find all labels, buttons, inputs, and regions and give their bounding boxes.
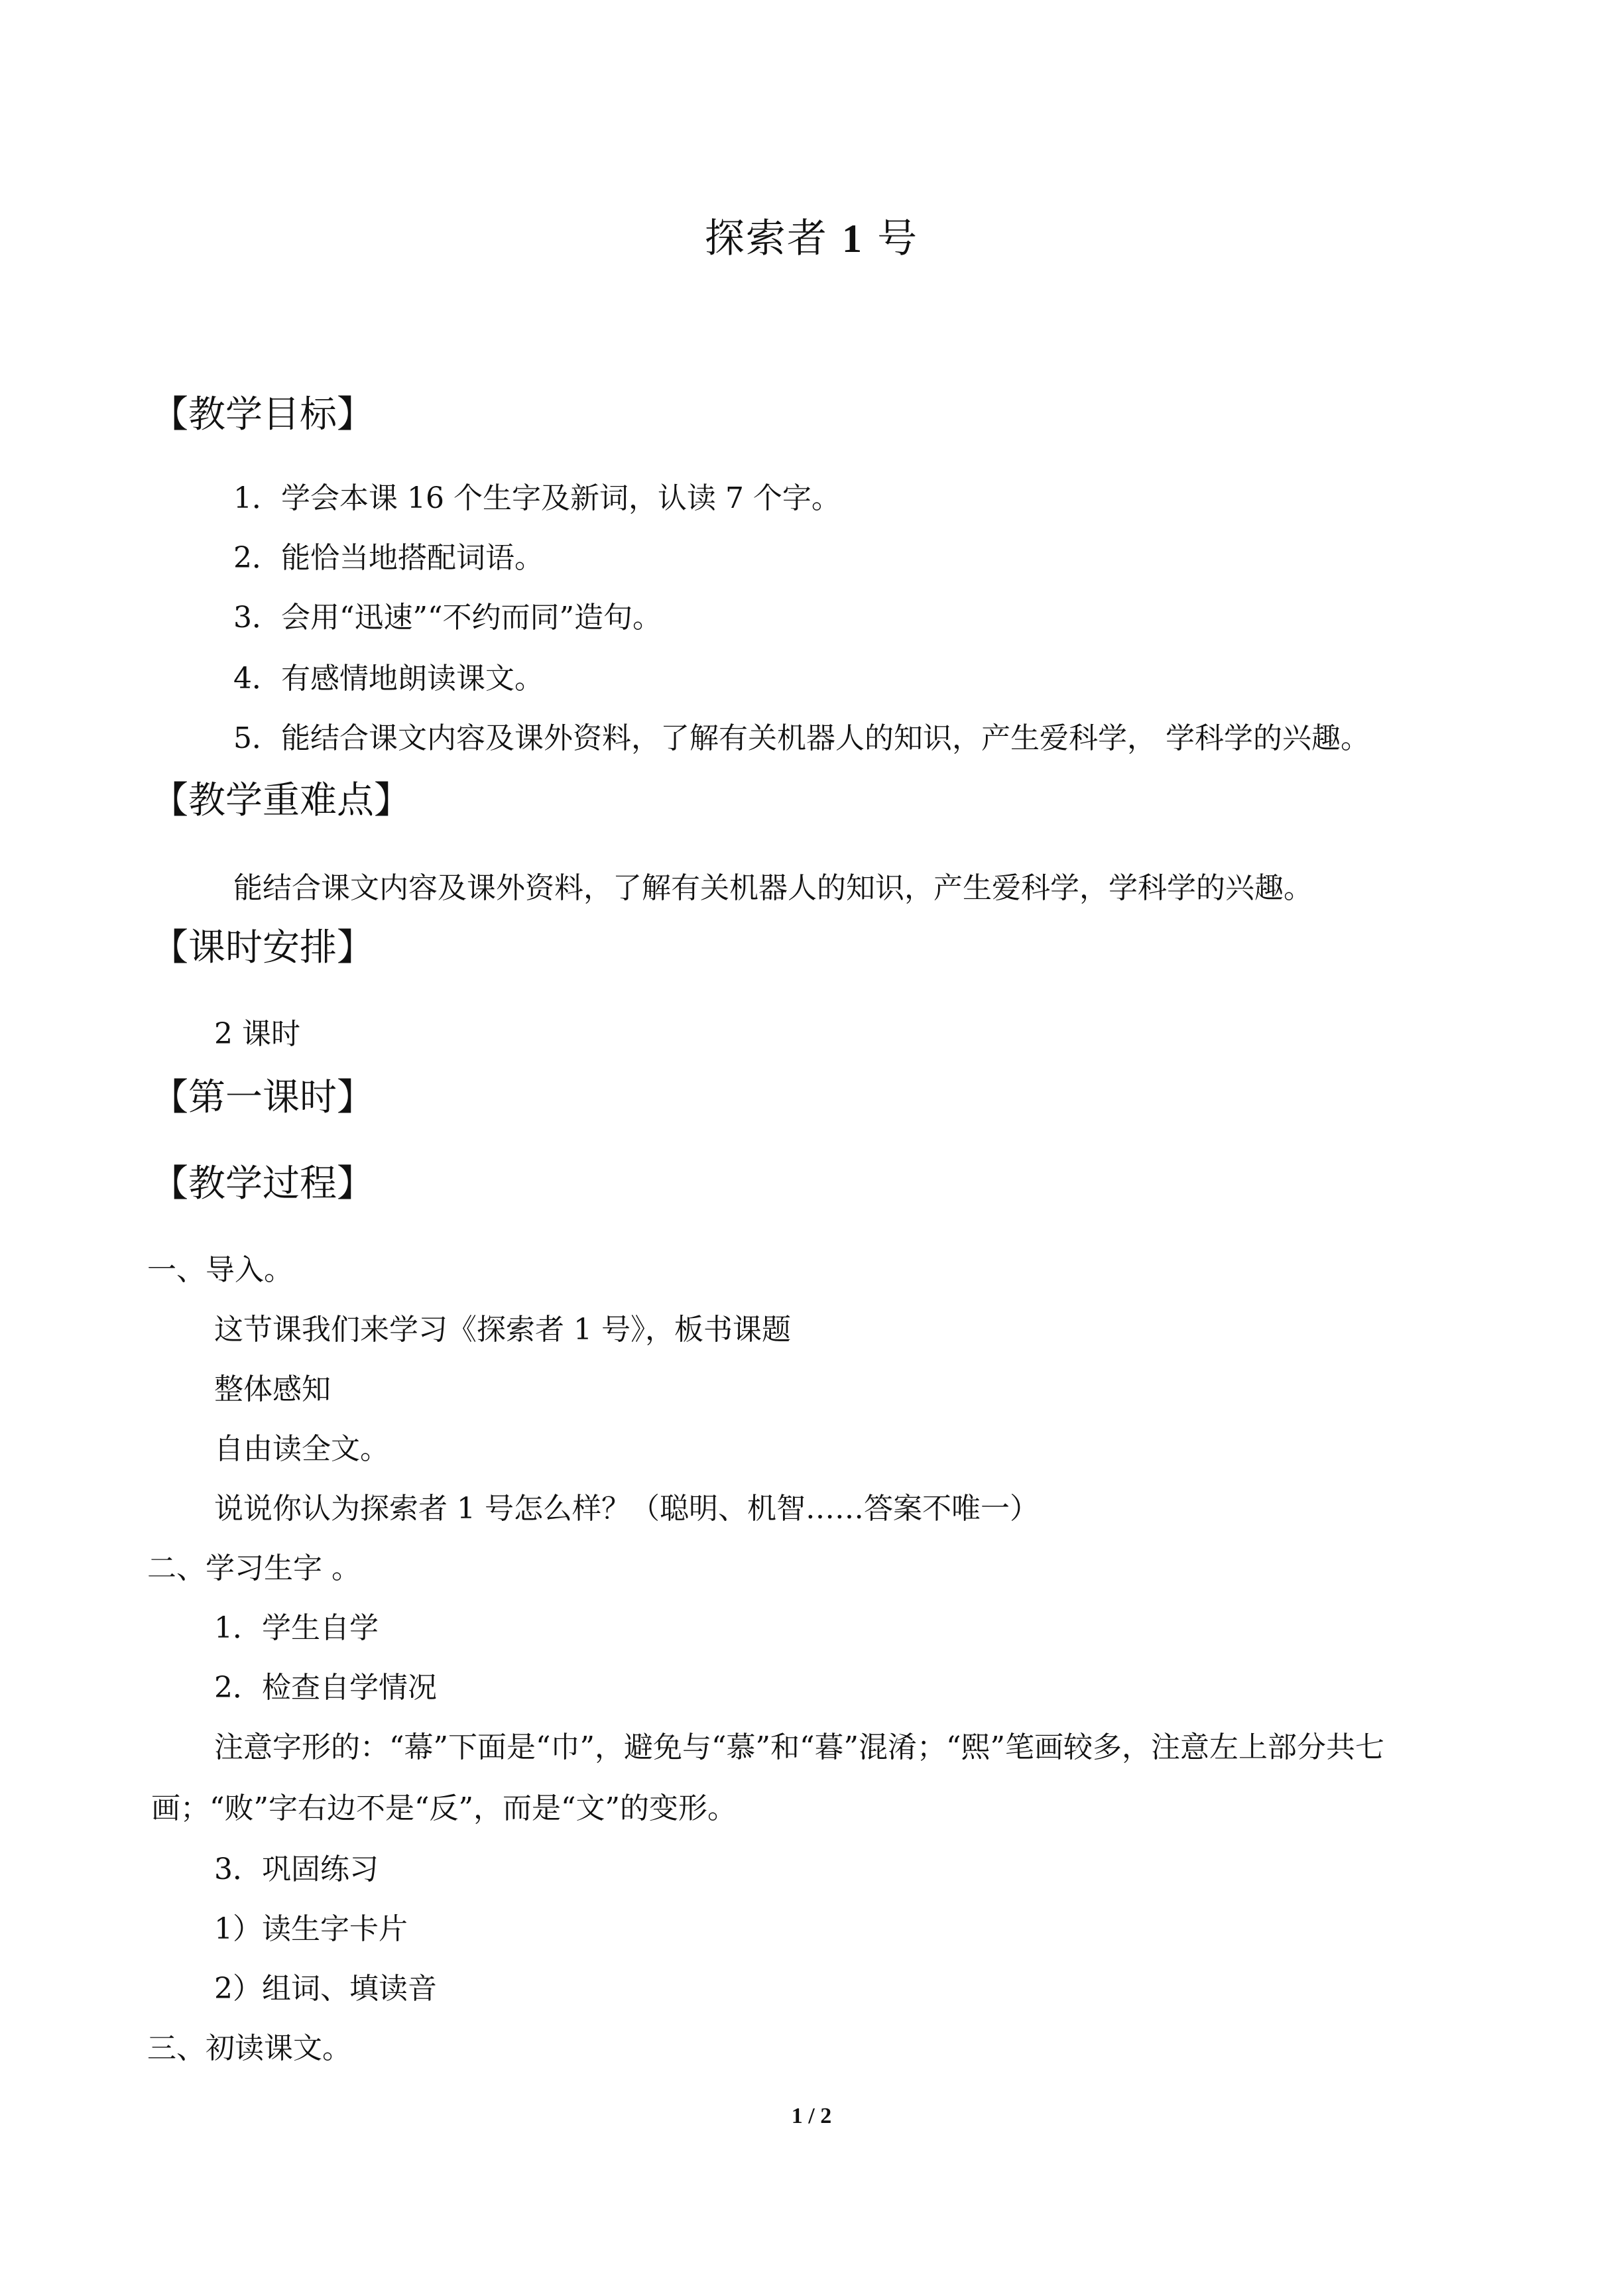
intro-line-4: 说说你认为探索者 1 号怎么样？（聪明、机智……答案不唯一）	[214, 1492, 1039, 1526]
intro-line-1: 这节课我们来学习《探索者 1 号》，板书课题	[214, 1313, 791, 1347]
title-number: 1	[842, 217, 863, 261]
heading-process: 【教学过程】	[151, 1162, 374, 1205]
objective-item-4: 4．有感情地朗读课文。	[233, 662, 544, 695]
page-number: 1 / 2	[791, 2104, 832, 2128]
characters-line-2: 2．检查自学情况	[214, 1671, 437, 1705]
objective-item-1: 1．学会本课 16 个生字及新词，认读 7 个字。	[233, 481, 841, 515]
characters-note: 注意字形的：“幕”下面是“巾”，避免与“慕”和“暮”混淆；“熙”笔画较多，注意左上部分共七画；“败”字右边不是“反”，而是“文”的变形。	[151, 1730, 1384, 1825]
characters-line-1: 1．学生自学	[214, 1611, 379, 1645]
objective-item-2: 2．能恰当地搭配词语。	[233, 541, 544, 575]
section-intro-title: 一、导入。	[147, 1253, 293, 1287]
document-title	[0, 211, 1623, 267]
section-characters-title: 二、学习生字 。	[147, 1551, 361, 1585]
practice-line-2: 1）读生字卡片	[214, 1912, 408, 1946]
practice-line-3: 2）组词、填读音	[214, 1972, 437, 2006]
objective-item-3: 3．会用“迅速”“不约而同”造句。	[233, 601, 662, 634]
heading-schedule: 【课时安排】	[151, 926, 374, 969]
key-points-text: 能结合课文内容及课外资料，了解有关机器人的知识，产生爱科学，学科学的兴趣。	[233, 871, 1313, 905]
heading-objectives: 【教学目标】	[151, 393, 374, 436]
title-prefix: 探索者	[704, 215, 828, 262]
objective-item-5: 5．能结合课文内容及课外资料，了解有关机器人的知识，产生爱科学， 学科学的兴趣。	[233, 721, 1370, 755]
intro-line-3: 自由读全文。	[214, 1432, 389, 1466]
section-first-read-title: 三、初读课文。	[147, 2031, 351, 2065]
intro-line-2: 整体感知	[214, 1372, 331, 1406]
heading-first-lesson: 【第一课时】	[151, 1076, 374, 1119]
title-suffix: 号	[877, 215, 919, 262]
practice-line-1: 3．巩固练习	[214, 1852, 379, 1886]
heading-key-points: 【教学重难点】	[151, 779, 411, 822]
schedule-text: 2 课时	[214, 1017, 300, 1051]
